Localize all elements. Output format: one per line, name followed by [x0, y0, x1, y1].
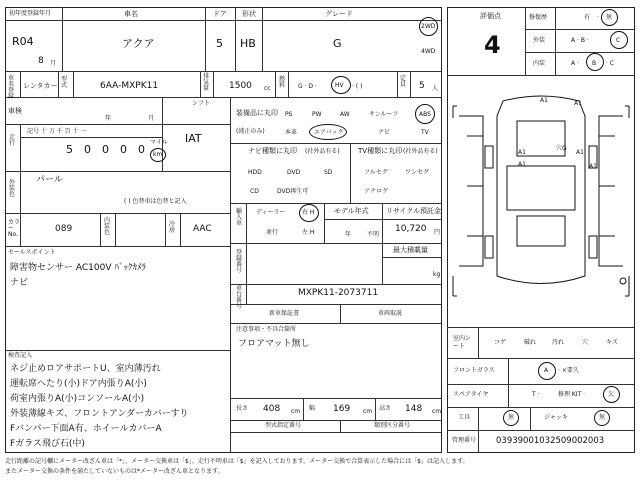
mileage-unit-circled: km: [153, 151, 163, 158]
car-name: アクア: [122, 37, 155, 50]
fuel-label: 燃料: [279, 76, 286, 89]
inspection-month: 月: [148, 115, 155, 122]
equip-tv: TV: [421, 129, 429, 136]
grade-label: グレード: [325, 10, 353, 18]
fuel-paren: · ( ): [352, 83, 363, 90]
navi-label: ナビ種類に丸印: [248, 147, 297, 155]
ext-grade-circled: C: [616, 37, 621, 44]
glass-circled: A: [544, 367, 549, 374]
grade: G: [333, 37, 342, 50]
inspection-note-line: 運転席ヘたり(小)ドア内張りA(小): [10, 379, 147, 389]
seat-yabure: 破れ: [524, 339, 537, 346]
navi-hdd: HDD: [248, 169, 262, 176]
mgmt-label: 管理番号: [452, 437, 477, 444]
equipment-label: 装備品に丸印: [236, 109, 278, 117]
spare-t: T ·: [532, 391, 540, 398]
fuel-options: G · D ·: [298, 83, 317, 90]
equip-sunroof: サンルーフ: [369, 111, 399, 118]
equip-pw: PW: [312, 111, 322, 118]
navi-cd: CD: [250, 188, 259, 195]
model-year-year: 年: [345, 231, 352, 238]
tv-sub: (社外品有る): [403, 148, 438, 155]
model-year-unknown: 不明: [367, 231, 380, 238]
car-name-label: 車名: [124, 10, 138, 18]
exterior-label: 外装色: [9, 179, 16, 198]
glass-label: フロントガラス: [453, 367, 495, 374]
cool-label: 冷房: [169, 221, 176, 234]
diagram-a1-top: A1: [540, 97, 548, 104]
notes-value: フロアマット無し: [238, 339, 310, 349]
color-no-label: カラーNo.: [8, 219, 21, 238]
jack-circled: 無: [599, 414, 606, 421]
navi-sd: SD: [324, 169, 333, 176]
seat-koge: コゲ: [494, 339, 507, 346]
diagram-a1-right: A1: [576, 149, 584, 156]
seat-ana: 穴: [582, 339, 589, 346]
int-grade-circled: B: [592, 60, 597, 67]
mileage-label: 走行: [9, 134, 16, 147]
load-unit: kg: [433, 271, 441, 278]
diagram-hole: 穴G: [556, 145, 567, 152]
score-value: 4: [484, 31, 501, 59]
type-no-label: 型式指定番号: [265, 422, 302, 429]
reg-no-label: 登録番号: [236, 249, 243, 274]
cool-value: AAC: [193, 224, 212, 234]
shape: HB: [240, 37, 256, 50]
inspection-note-line: Fガラス飛び石(中): [10, 439, 85, 449]
reg-value: レンタカー: [23, 82, 58, 90]
inspection-note-line: 外装薄線キズ、フロントアンダーカバーすり: [10, 409, 189, 419]
exterior-note: ( ) 色替車は色替と記入: [124, 198, 187, 205]
repair-yes: 有: [584, 14, 591, 21]
chassis-value: MXPK11-2073711: [298, 288, 379, 298]
mileage-digit-header: 記号 十 万 千 百 十 一: [27, 128, 87, 135]
seat-kizu: キズ: [606, 339, 618, 346]
color-no-value: 089: [55, 224, 73, 234]
spare-repair: 修理 KIT ·: [558, 391, 586, 398]
tv-fullseg: フルセグ: [364, 169, 388, 176]
inspection-year: 年: [105, 115, 112, 122]
hgt-unit: cm: [432, 408, 442, 415]
notes-label: 注意事項・不具合箇所: [236, 326, 297, 333]
exterior-value: パール: [36, 175, 63, 185]
len-label: 長さ: [236, 405, 249, 412]
diagram-a1-top2: A1: [574, 100, 582, 107]
chassis-label: 車台番号: [236, 285, 243, 310]
tool-label: 工具: [458, 414, 471, 421]
seat-label: 室内シート: [453, 335, 472, 350]
shift-label: シフト: [192, 100, 211, 107]
repair-sep: ·: [597, 14, 599, 21]
repair-no: 無: [606, 14, 613, 21]
tv-analog: アナログ: [364, 188, 389, 195]
reg-label: 車名登録: [8, 75, 15, 100]
drive-circled: 2WD: [421, 23, 436, 30]
glass-rest: · ×要久: [558, 367, 579, 374]
first-reg-month: 8: [38, 56, 44, 66]
inspection-notes-label: 検査記入: [8, 352, 33, 359]
recycle-value: 10,720: [395, 224, 427, 234]
sales-point-line2: ナビ: [10, 278, 29, 288]
tv-label: TV種類に丸印: [358, 147, 403, 155]
type-value: 6AA-MXPK11: [100, 81, 159, 91]
mileage-digit-3: 0: [102, 143, 109, 156]
fuel-circled: HV: [335, 82, 344, 89]
hgt-label: 高さ: [379, 405, 392, 412]
int-grade-opts-a: A ·: [571, 60, 579, 67]
equip-navi: ナビ: [378, 129, 391, 136]
class-no-label: 類別区分番号: [374, 422, 411, 429]
ext-grade-label: 外装: [533, 37, 546, 44]
footer-line1: 走行距離の記号欄にメーター改ざん車は「*」、メーター交換車は「$」、走行不明車は「$」を記入しております。メーター交換で合算表示した場合には「$」は記入します。: [5, 458, 469, 465]
navi-dvd-play: DVD再生可: [277, 188, 309, 195]
int-color-label: 内装色: [104, 217, 111, 236]
type-label: 型式: [61, 76, 68, 89]
wid-label: 幅: [309, 405, 316, 412]
cc-unit: cc: [264, 85, 271, 92]
import-dealer: ディーラー: [256, 209, 286, 216]
model-year-label: モデル年式: [334, 207, 369, 215]
len-value: 408: [263, 404, 281, 414]
door-label: ドア: [213, 10, 227, 18]
cap-unit: 人: [432, 85, 439, 92]
sales-point-line1: 障害物センサー AC100V ﾊﾞｯｸｶﾒﾗ: [10, 263, 146, 273]
import-parallel: 並行: [266, 229, 279, 236]
equip-leather: 本革: [285, 129, 298, 136]
score-label: 評価点: [480, 12, 501, 20]
navi-sub: (社外品有る): [305, 148, 340, 155]
first-reg-label: 初年度登録年月: [9, 10, 52, 17]
mgmt-value: 03939001032509002003: [496, 436, 605, 446]
ext-grade-opts: A · B ·: [571, 37, 589, 44]
shape-label: 形状: [242, 10, 256, 18]
drive-alt: 4WD: [421, 48, 436, 55]
equipment-sub: (純正のみ): [236, 128, 265, 135]
car-damage-diagram: [447, 76, 635, 326]
mileage-digit-4: 0: [120, 143, 127, 156]
warranty-manual: 車両取説: [378, 310, 403, 317]
mileage-digit-2: 0: [84, 143, 91, 156]
import-label: 輸入車: [236, 208, 243, 227]
tool-circled: 無: [508, 414, 515, 421]
equip-aw: AW: [340, 111, 350, 118]
int-grade-opts-c: · C: [606, 60, 615, 67]
inspection-note-line: ネジ止めロアサポートU、室内薄汚れ: [10, 364, 161, 374]
inspection-note-line: Fバンパー下面A有、ホイールカバーA: [10, 424, 162, 434]
shift-value: IAT: [185, 132, 202, 145]
sales-point-label: セールスポイント: [8, 249, 56, 256]
import-right: 右 H: [302, 209, 315, 216]
load-label: 最大積載量: [393, 246, 428, 254]
recycle-unit: 円: [434, 229, 441, 236]
inspection-note-line: 荷室内張りA(小)コンソールA(小): [10, 394, 145, 404]
wid-unit: cm: [363, 408, 373, 415]
mileage-unit-top: マイル: [150, 139, 168, 146]
spare-circled: 欠: [608, 391, 615, 398]
mileage-digit-1: 5: [66, 143, 73, 156]
import-left: 左 H: [302, 229, 315, 236]
cap-value: 5: [419, 81, 425, 91]
doors: 5: [216, 37, 223, 50]
month-unit: 月: [50, 60, 57, 67]
len-unit: cm: [291, 408, 301, 415]
diagram-a1-right2: A1: [589, 163, 597, 170]
hgt-value: 148: [405, 404, 423, 414]
repair-label: 修復歴: [529, 14, 548, 21]
jack-label: ジャッキ: [544, 414, 568, 421]
tv-oneseg: ワンセグ: [405, 169, 430, 176]
spare-label: スペアタイヤ: [453, 391, 489, 398]
wid-value: 169: [333, 404, 351, 414]
disp-value: 1500: [229, 81, 252, 91]
first-reg-year: R04: [12, 35, 34, 48]
footer-line2: またメーター交換の条件を満たしていないものは*メーター改ざん車となります。: [5, 468, 224, 475]
warranty-new: 新車保証書: [269, 310, 300, 317]
navi-dvd: DVD: [287, 169, 301, 176]
int-grade-label: 内装: [533, 60, 546, 67]
cap-label: 定員: [400, 75, 407, 88]
recycle-label: リサイクル預託金: [386, 207, 442, 215]
seat-yogore: 汚れ: [552, 339, 565, 346]
diagram-a1-left2: A1: [518, 161, 526, 168]
equip-abs: ABS: [419, 111, 431, 118]
inspection-label: 車検: [8, 107, 22, 115]
diagram-a1-left: A1: [518, 149, 526, 156]
equip-airbag: エアバック: [314, 129, 344, 136]
disp-label: 排気量: [203, 73, 210, 92]
equip-ps: PS: [285, 111, 293, 118]
mileage-digit-5: 0: [138, 143, 145, 156]
